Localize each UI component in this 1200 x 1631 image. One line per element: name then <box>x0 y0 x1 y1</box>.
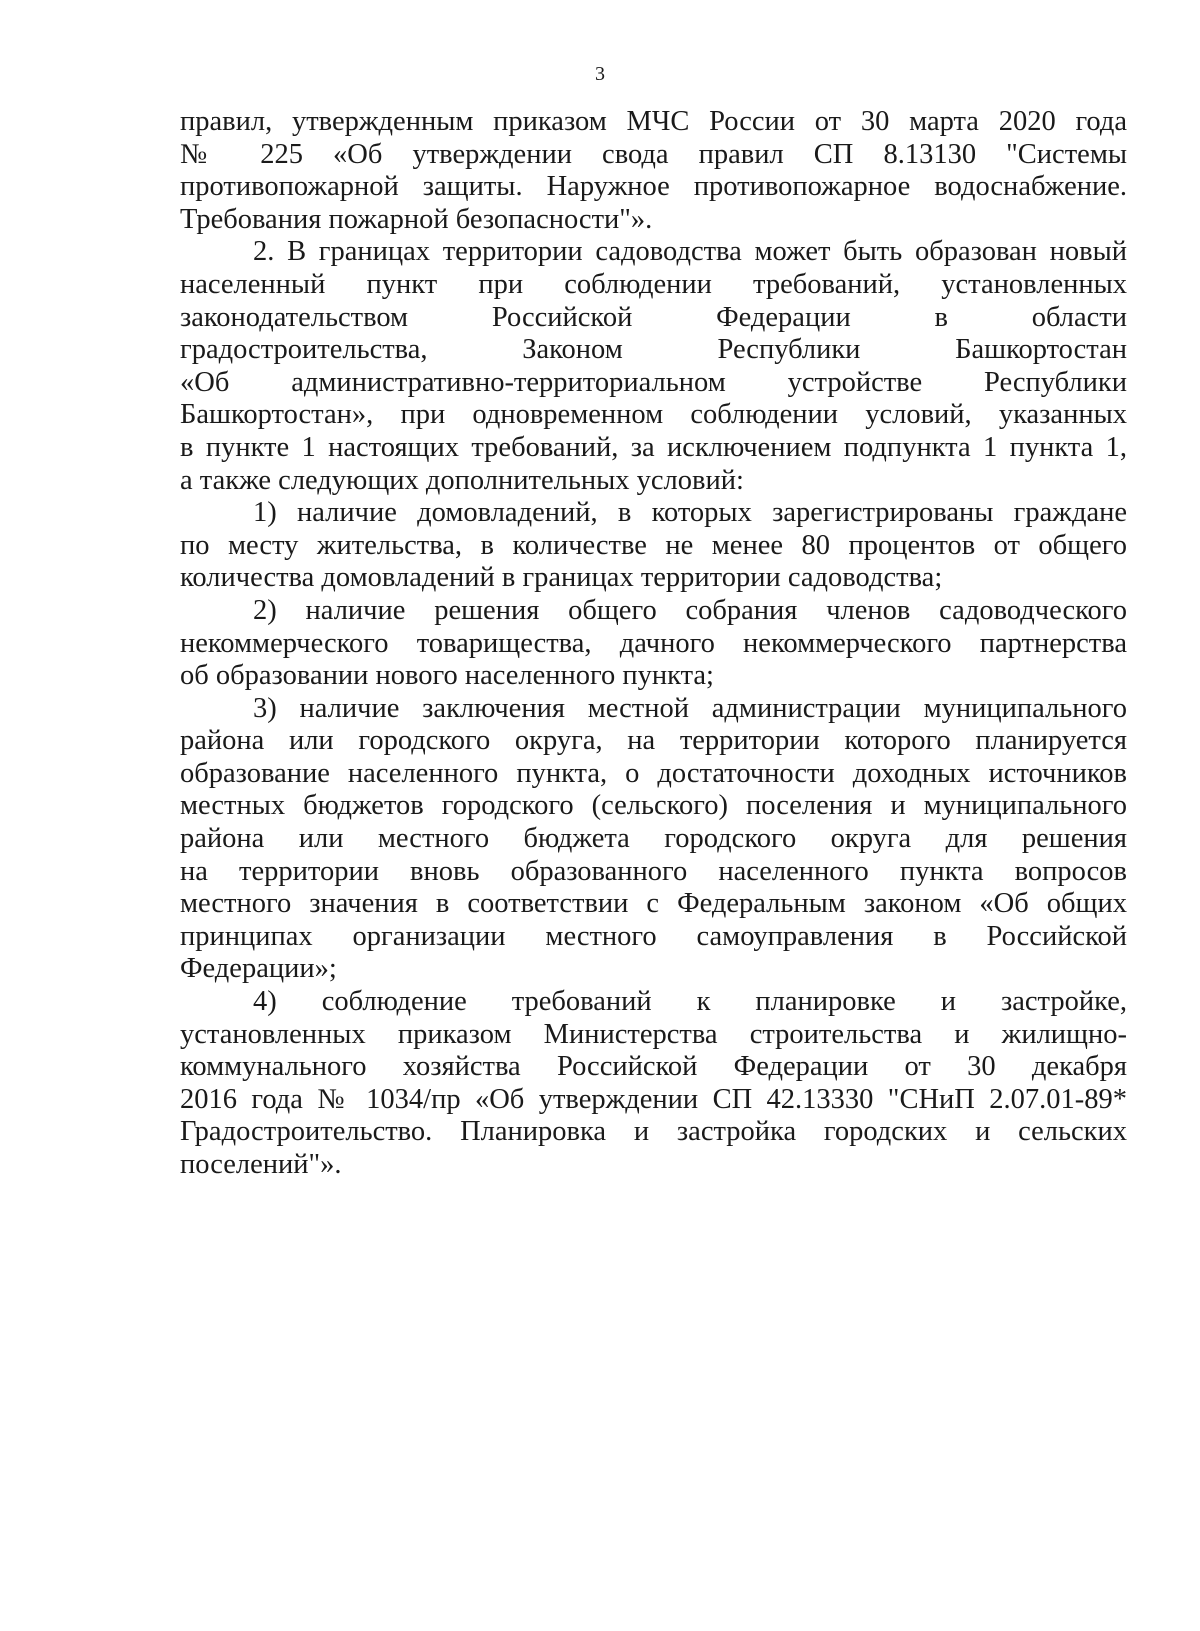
text-line: местного значения в соответствии с Федеральным законом «Об общих <box>180 888 1127 920</box>
text-line: образование населенного пункта, о достаточности доходных источников <box>180 757 1127 789</box>
condition-item-4 <box>180 986 1127 1182</box>
text-line: в пункте 1 настоящих требований, за исключением подпункта 1 пункта 1, <box>180 431 1127 463</box>
text-line: Градостроительство. Планировка и застройка городских и сельских <box>180 1116 1127 1148</box>
text-line: 4) соблюдение требований к планировке и застройке, <box>253 986 1127 1018</box>
text-line: установленных приказом Министерства строительства и жилищно- <box>180 1018 1127 1050</box>
text-line: градостроительства, Законом Республики Башкортостан <box>180 334 1127 366</box>
text-line: района или городского округа, на территории которого планируется <box>180 725 1127 757</box>
text-line: 1) наличие домовладений, в которых зарегистрированы граждане <box>253 497 1127 529</box>
text-line: местных бюджетов городского (сельского) поселения и муниципального <box>180 790 1127 822</box>
text-line: поселений"». <box>180 1149 342 1180</box>
text-line: 2) наличие решения общего собрания членов садоводческого <box>253 594 1127 626</box>
text-line: района или местного бюджета городского округа для решения <box>180 823 1127 855</box>
text-line: 2. В границах территории садоводства может быть образован новый <box>253 236 1127 268</box>
condition-item-1 <box>180 497 1127 595</box>
text-line: коммунального хозяйства Российской Федерации от 30 декабря <box>180 1051 1127 1083</box>
condition-item-2 <box>180 595 1127 693</box>
text-line: населенный пункт при соблюдении требований, установленных <box>180 268 1127 300</box>
document-body <box>180 106 1127 1182</box>
text-line: некоммерческого товарищества, дачного некоммерческого партнерства <box>180 627 1127 659</box>
text-line: на территории вновь образованного населенного пункта вопросов <box>180 855 1127 887</box>
text-line: об образовании нового населенного пункта; <box>180 660 714 692</box>
text-line: а также следующих дополнительных условий: <box>180 464 744 496</box>
text-line: правил, утвержденным приказом МЧС России от 30 марта 2020 года <box>180 106 1127 137</box>
text-line: Башкортостан», при одновременном соблюдении условий, указанных <box>180 399 1127 431</box>
paragraph-continuation <box>180 106 1127 236</box>
text-line: «Об административно-территориальном устройстве Республики <box>180 366 1127 398</box>
text-line: Федерации»; <box>180 953 337 985</box>
text-line: 2016 года № 1034/пр «Об утверждении СП 42.13330 "СНиП 2.07.01-89* <box>180 1083 1127 1115</box>
text-line: количества домовладений в границах территории садоводства; <box>180 562 943 594</box>
text-line: 3) наличие заключения местной администрации муниципального <box>253 692 1127 724</box>
page-number: 3 <box>595 63 605 85</box>
text-line: Требования пожарной безопасности"». <box>180 203 653 235</box>
text-line: № 225 «Об утверждении свода правил СП 8.13130 "Системы <box>180 138 1127 170</box>
text-line: противопожарной защиты. Наружное противопожарное водоснабжение. <box>180 171 1127 203</box>
condition-item-3 <box>180 693 1127 986</box>
text-line: принципах организации местного самоуправления в Российской <box>180 920 1127 952</box>
text-line: по месту жительства, в количестве не менее 80 процентов от общего <box>180 529 1127 561</box>
paragraph-item-2 <box>180 236 1127 497</box>
text-line: законодательством Российской Федерации в области <box>180 301 1127 333</box>
